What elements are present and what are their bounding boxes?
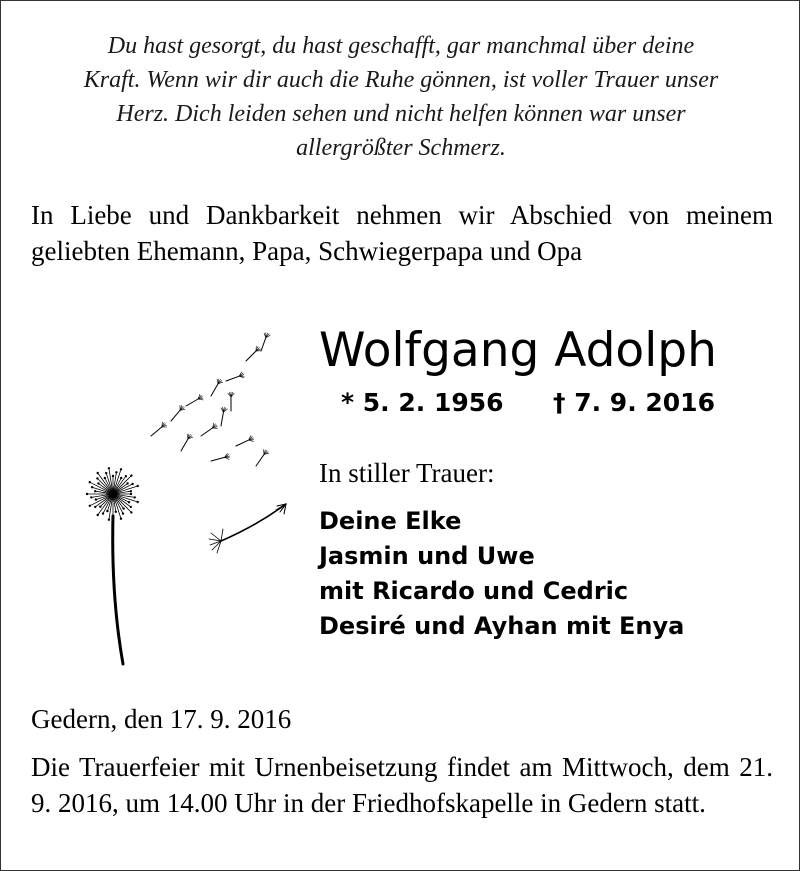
birth-date: * 5. 2. 1956 [341,388,504,417]
dandelion-icon [61,326,311,671]
ceremony-info: Die Trauerfeier mit Urnenbeisetzung findet am Mittwoch, dem 21. 9. 2016, um 14.00 Uhr in der Friedhofskapelle in Gedern statt. [31,752,773,818]
memorial-poem [31,29,771,165]
death-date: † 7. 9. 2016 [553,388,715,417]
list-item: Desiré und Ayhan mit Enya [319,612,685,640]
deceased-name: Wolfgang Adolph [319,323,717,378]
mourning-label: In stiller Trauer: [319,458,495,488]
list-item: Deine Elke [319,507,462,535]
poem-line: allergrößter Schmerz. [296,135,506,161]
farewell-intro: In Liebe und Dankbarkeit nehmen wir Abschied von meinem geliebten Ehemann, Papa, Schwiegerpapa und Opa [31,200,773,266]
place-and-date: Gedern, den 17. 9. 2016 [31,704,292,734]
list-item: Jasmin und Uwe [319,542,535,570]
list-item: mit Ricardo und Cedric [319,577,629,605]
poem-line: Herz. Dich leiden sehen und nicht helfen können war unser [116,101,686,127]
poem-line: Kraft. Wenn wir dir auch die Ruhe gönnen, ist voller Trauer unser [83,67,719,93]
poem-line: Du hast gesorgt, du hast geschafft, gar manchmal über deine [107,33,695,59]
mourners-list [319,504,684,644]
